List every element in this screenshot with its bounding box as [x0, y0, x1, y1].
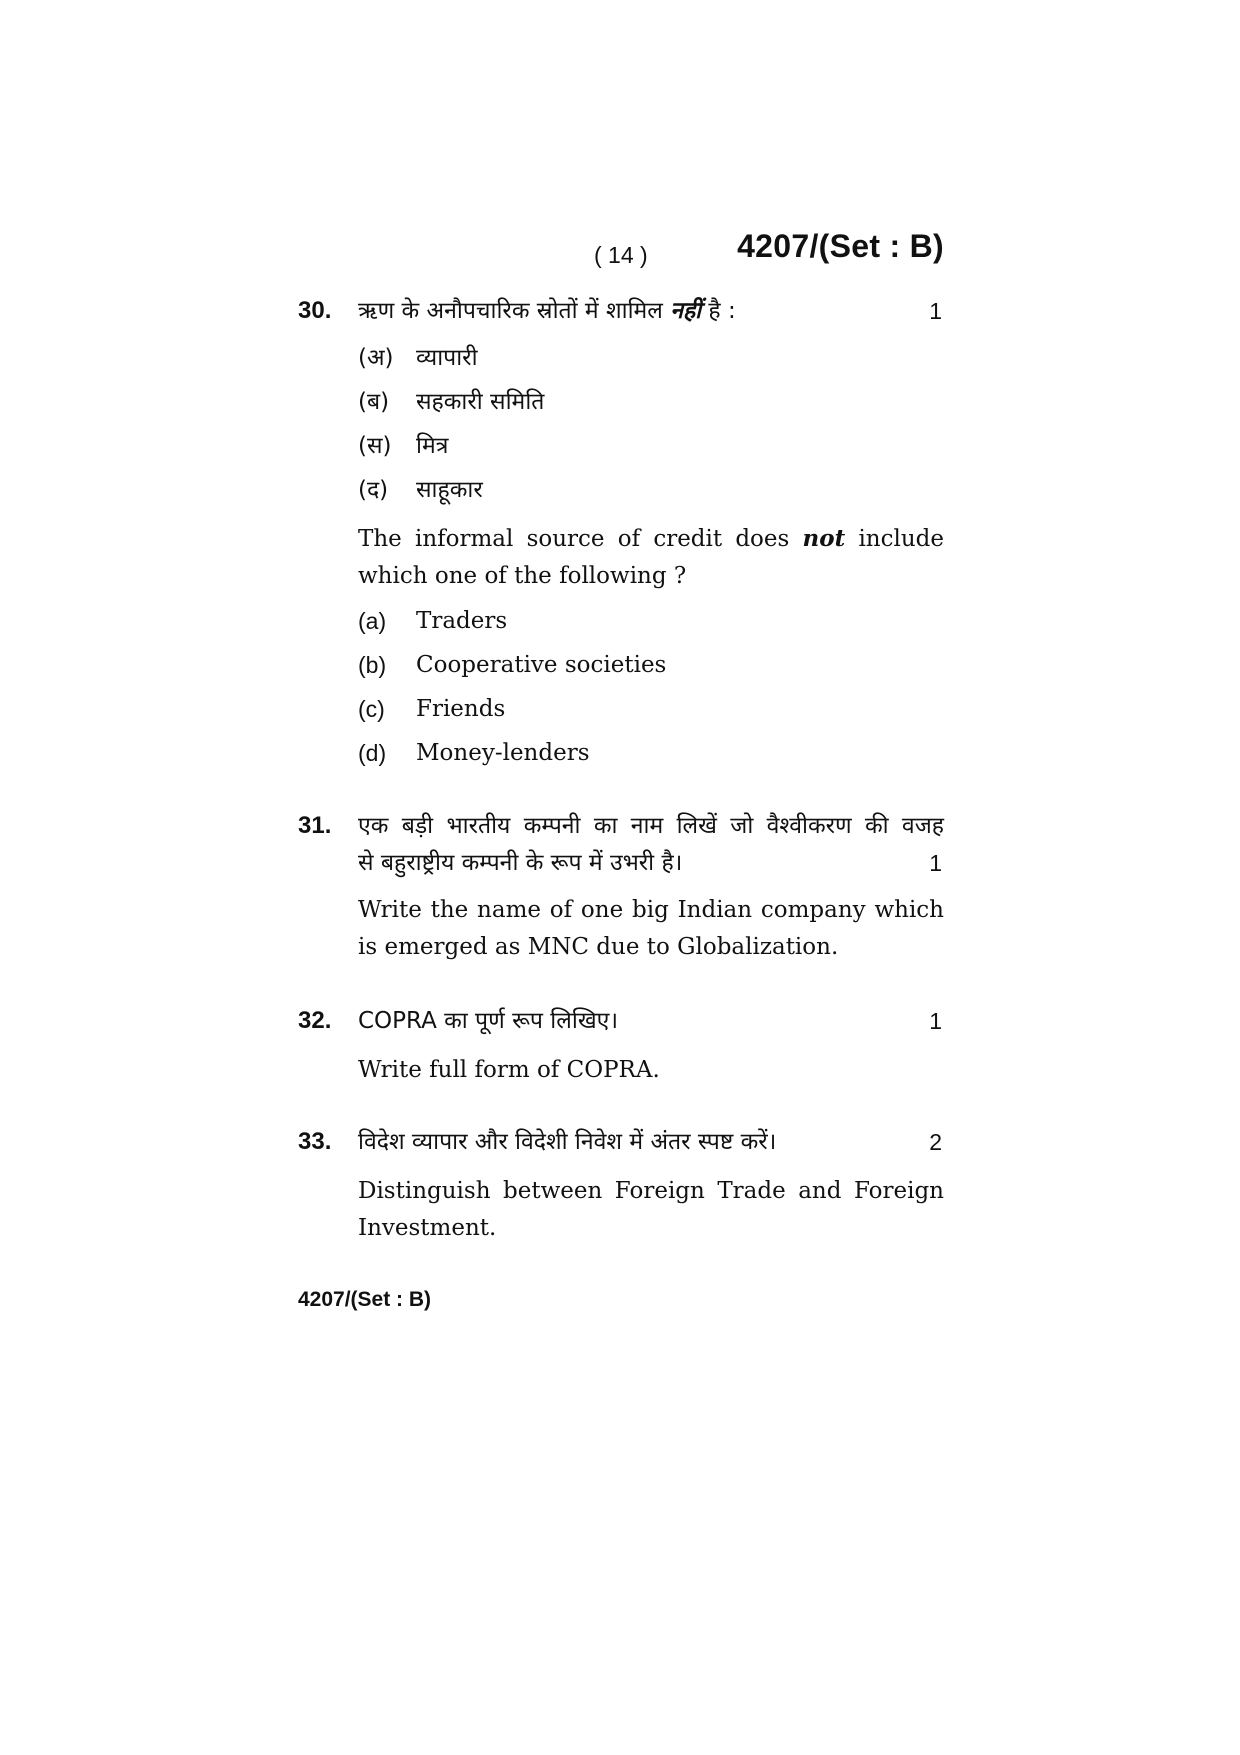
option-english-a: (a) Traders: [358, 607, 508, 634]
marks: 1: [929, 298, 942, 324]
question-32: [298, 1003, 944, 1089]
page-number: ( 14 ): [594, 242, 648, 268]
question-33: [298, 1124, 944, 1247]
page-header: [590, 228, 944, 278]
question-31-hindi-line-1: [298, 808, 944, 845]
question-text-hindi-line-2: से बहुराष्ट्रीय कम्पनी के रूप में उभरी है।: [358, 850, 683, 876]
option-english-d: (d) Money-lenders: [358, 739, 590, 766]
question-31: [298, 808, 944, 966]
option-hindi-d: (द) साहूकार: [358, 477, 483, 503]
question-text-english: Write the name of one big Indian company which is emerged as MNC due to Globalization.: [358, 897, 944, 960]
option-hindi-c: (स) मित्र: [358, 433, 449, 459]
marks: 2: [929, 1129, 942, 1155]
paper-code: 4207/(Set : B): [737, 228, 944, 264]
option-english-b: (b) Cooperative societies: [358, 651, 667, 678]
option-hindi-b: (ब) सहकारी समिति: [358, 389, 545, 415]
options-english: [358, 599, 944, 775]
emphasis-not-english: not: [802, 525, 846, 552]
question-text-english: The informal source of credit does not include which one of the following ?: [358, 525, 944, 589]
question-32-hindi-line: [298, 1003, 944, 1040]
question-31-hindi-line-2: [298, 845, 944, 882]
question-text-hindi: ऋण के अनौपचारिक स्रोतों में शामिल नहीं है :: [358, 298, 736, 324]
question-number: 32.: [298, 1007, 332, 1034]
marks: 1: [929, 850, 942, 876]
question-number: 31.: [298, 812, 332, 839]
question-text-english: Distinguish between Foreign Trade and Foreign Investment.: [358, 1178, 944, 1241]
options-hindi: [358, 334, 944, 510]
option-english-c: (c) Friends: [358, 695, 506, 722]
question-text-hindi-line-1: एक बड़ी भारतीय कम्पनी का नाम लिखें जो वैश्वीकरण की वजह: [358, 813, 944, 839]
question-text-hindi: COPRA का पूर्ण रूप लिखिए।: [358, 1008, 619, 1034]
footer-paper-code: 4207/(Set : B): [298, 1288, 432, 1311]
question-30-hindi-line: [298, 293, 944, 330]
question-33-hindi-line: [298, 1124, 944, 1161]
question-text-hindi: विदेश व्यापार और विदेशी निवेश में अंतर स्पष्ट करें।: [358, 1129, 777, 1155]
question-30: [298, 293, 944, 775]
question-text-english: Write full form of COPRA.: [358, 1057, 660, 1083]
question-number: 33.: [298, 1128, 332, 1155]
marks: 1: [929, 1008, 942, 1034]
emphasis-not-hindi: नहीं: [670, 298, 702, 324]
question-number: 30.: [298, 297, 332, 324]
option-hindi-a: (अ) व्यापारी: [358, 345, 478, 371]
